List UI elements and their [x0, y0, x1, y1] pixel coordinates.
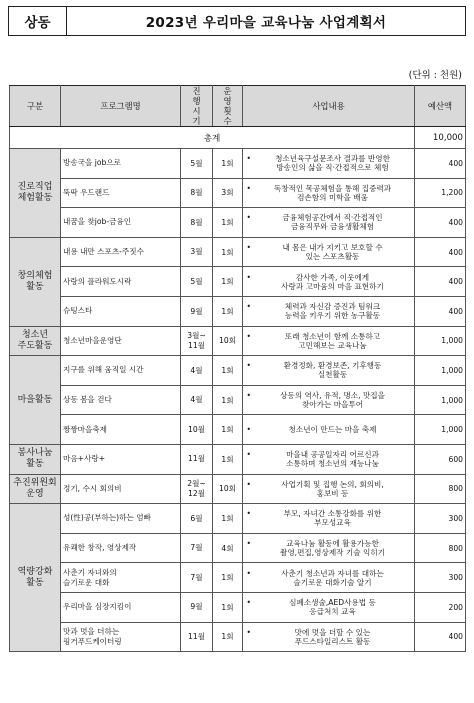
budget-cell: 200 [415, 592, 466, 622]
unit-label: (단위 : 천원) [408, 70, 462, 81]
program-name: 우리마을 심장지킴이 [61, 592, 181, 622]
content-cell [243, 622, 415, 652]
count-cell: 1회 [213, 592, 243, 622]
table-row [10, 533, 466, 563]
content-cell [243, 326, 415, 356]
content-text: 사춘기 청소년과 자녀를 대하는 슬기로운 대화기술 알기 [281, 568, 384, 587]
budget-cell: 600 [415, 444, 466, 474]
bullet-icon: • [246, 361, 251, 371]
table-row [10, 592, 466, 622]
content-text: 체력과 자신감 증진과 팀워크 능력을 키우기 위한 농구활동 [284, 302, 381, 321]
content-cell [243, 237, 415, 267]
program-name: 마음+사랑+ [61, 444, 181, 474]
document-title: 2023년 우리마을 교육나눔 사업계획서 [145, 15, 387, 31]
bullet-icon: • [246, 302, 251, 312]
count-cell: 1회 [213, 385, 243, 415]
period-cell: 8월 [181, 208, 213, 238]
bullet-icon: • [246, 450, 251, 460]
budget-cell: 800 [415, 474, 466, 504]
category-cell: 봉사나눔 활동 [10, 444, 61, 474]
table-row [10, 267, 466, 297]
table-row [10, 622, 466, 652]
content-cell [243, 504, 415, 534]
period-cell: 5월 [181, 149, 213, 179]
content-text: 감사한 가족, 이웃에게 사랑과 고마움의 마음 표현하기 [281, 272, 384, 291]
period-cell: 4월 [181, 356, 213, 386]
content-cell [243, 385, 415, 415]
table-row [10, 563, 466, 593]
budget-cell: 1,200 [415, 178, 466, 208]
table-row [10, 296, 466, 326]
content-cell [243, 208, 415, 238]
table-row [10, 149, 466, 179]
table-row [10, 385, 466, 415]
program-name: 유쾌한 창작, 영상제작 [61, 533, 181, 563]
period-cell: 3월~ 11월 [181, 326, 213, 356]
total-label: 총계 [10, 127, 415, 149]
content-text: 상동의 역사, 유적, 명소, 맛집을 찾아가는 마을투어 [280, 391, 385, 410]
content-cell [243, 563, 415, 593]
period-cell: 11월 [181, 444, 213, 474]
count-cell: 1회 [213, 622, 243, 652]
content-text: 청소년이 만드는 마을 축제 [288, 425, 377, 435]
program-name: 지구를 위해 움직일 시간 [61, 356, 181, 386]
count-cell: 1회 [213, 237, 243, 267]
table-row [10, 415, 466, 445]
region-label: 상동 [9, 7, 67, 35]
period-cell: 6월 [181, 504, 213, 534]
bullet-icon: • [246, 183, 251, 193]
table-row [10, 444, 466, 474]
count-cell: 4회 [213, 533, 243, 563]
count-cell: 3회 [213, 178, 243, 208]
count-cell: 1회 [213, 149, 243, 179]
table-body [10, 127, 466, 652]
content-cell [243, 267, 415, 297]
category-cell: 마을활동 [10, 356, 61, 445]
content-cell [243, 444, 415, 474]
period-cell: 5월 [181, 267, 213, 297]
bullet-icon: • [246, 243, 251, 253]
count-cell: 1회 [213, 504, 243, 534]
bullet-icon: • [246, 391, 251, 401]
category-cell: 창의체험 활동 [10, 237, 61, 326]
count-cell: 10회 [213, 326, 243, 356]
table-row [10, 208, 466, 238]
program-name: 짱짱마을축제 [61, 415, 181, 445]
count-cell: 1회 [213, 267, 243, 297]
budget-cell: 300 [415, 563, 466, 593]
program-name: 성(性)공(부하는)하는 엄빠 [61, 504, 181, 534]
count-cell: 1회 [213, 444, 243, 474]
header-count: 운영횟수 [213, 86, 243, 127]
content-cell [243, 149, 415, 179]
content-cell [243, 533, 415, 563]
content-cell [243, 356, 415, 386]
program-name: 상동 봄을 걷다 [61, 385, 181, 415]
program-name: 내용 내만 스포츠-주짓수 [61, 237, 181, 267]
total-budget: 10,000 [415, 127, 466, 149]
content-cell [243, 592, 415, 622]
content-text: 내 몸은 내가 지키고 보호할 수 있는 스포츠활동 [282, 243, 383, 262]
bullet-icon: • [246, 479, 251, 489]
bullet-icon: • [246, 425, 251, 435]
content-cell [243, 415, 415, 445]
content-text: 사업기획 및 집행 논의, 회의비, 홍보비 등 [281, 479, 384, 498]
content-text: 또래 청소년이 함께 소통하고 고민해보는 교육나눔 [284, 331, 381, 350]
content-text: 환경정화, 환경보존, 기후행동 실천활동 [283, 361, 382, 380]
table-header-row [10, 86, 466, 127]
header-program: 프로그램명 [61, 86, 181, 127]
budget-cell: 300 [415, 504, 466, 534]
budget-cell: 1,000 [415, 356, 466, 386]
bullet-icon: • [246, 627, 251, 637]
budget-cell: 400 [415, 149, 466, 179]
count-cell: 1회 [213, 563, 243, 593]
program-name: 정기, 수시 회의비 [61, 474, 181, 504]
category-cell: 역량강화 활동 [10, 504, 61, 652]
content-text: 마을내 공공일자리 어르신과 소통하며 청소년의 재능나눔 [286, 450, 379, 469]
period-cell: 9월 [181, 592, 213, 622]
period-cell: 3월 [181, 237, 213, 267]
count-cell: 1회 [213, 415, 243, 445]
bullet-icon: • [246, 331, 251, 341]
count-cell: 1회 [213, 356, 243, 386]
bullet-icon: • [246, 213, 251, 223]
period-cell: 2월~ 12월 [181, 474, 213, 504]
budget-cell: 400 [415, 296, 466, 326]
budget-cell: 800 [415, 533, 466, 563]
header-period: 진행시기 [181, 86, 213, 127]
program-name: 사춘기 자녀와의 슬기로운 대화 [61, 563, 181, 593]
content-text: 심폐소생술,AED사용법 등 응급처치 교육 [289, 598, 376, 617]
program-name: 청소년마을운영단 [61, 326, 181, 356]
budget-cell: 1,000 [415, 385, 466, 415]
budget-cell: 400 [415, 208, 466, 238]
period-cell: 7월 [181, 533, 213, 563]
program-name: 뚝딱 우드랜드 [61, 178, 181, 208]
program-name: 내꿈을 찾job-금융인 [61, 208, 181, 238]
budget-cell: 400 [415, 267, 466, 297]
table-row [10, 474, 466, 504]
bullet-icon: • [246, 598, 251, 608]
content-text: 부모, 자녀간 소통강화를 위한 부모성교육 [283, 509, 382, 528]
bullet-icon: • [246, 539, 251, 549]
bullet-icon: • [246, 154, 251, 164]
budget-cell: 1,000 [415, 415, 466, 445]
program-name: 사랑의 플라워도시락 [61, 267, 181, 297]
program-name: 방송국을 job으로 [61, 149, 181, 179]
content-text: 금융체험공간에서 직·간접적인 금융직무와 금융생활체험 [282, 213, 383, 232]
total-row [10, 127, 466, 149]
count-cell: 1회 [213, 296, 243, 326]
count-cell: 1회 [213, 208, 243, 238]
content-cell [243, 296, 415, 326]
period-cell: 7월 [181, 563, 213, 593]
header-content: 사업내용 [243, 86, 415, 127]
bullet-icon: • [246, 568, 251, 578]
bullet-icon: • [246, 272, 251, 282]
budget-cell: 1,000 [415, 326, 466, 356]
period-cell: 10월 [181, 415, 213, 445]
header-budget: 예산액 [415, 86, 466, 127]
content-cell [243, 474, 415, 504]
count-cell: 10회 [213, 474, 243, 504]
period-cell: 11월 [181, 622, 213, 652]
table-row [10, 356, 466, 386]
plan-table [9, 85, 466, 652]
table-row [10, 237, 466, 267]
period-cell: 4월 [181, 385, 213, 415]
budget-cell: 400 [415, 622, 466, 652]
period-cell: 9월 [181, 296, 213, 326]
content-text: 맛에 멋을 더할 수 있는 푸드스타일리스트 활동 [294, 627, 371, 646]
content-cell [243, 178, 415, 208]
program-name: 슈팅스타 [61, 296, 181, 326]
bullet-icon: • [246, 509, 251, 519]
content-text: 독창적인 목공체험을 통해 집중력과 검손함의 미학을 배움 [273, 183, 392, 202]
category-cell: 청소년 주도활동 [10, 326, 61, 356]
table-row [10, 504, 466, 534]
header-category: 구분 [10, 86, 61, 127]
category-cell: 진로직업 체험활동 [10, 149, 61, 238]
content-text: 청소년육구설문조사 결과를 반영한 방송인의 삶을 직·간접적으로 체험 [275, 154, 390, 173]
program-name: 맛과 멋을 더하는 핑거푸드케이터링 [61, 622, 181, 652]
table-row [10, 178, 466, 208]
category-cell: 추진위원회 운영 [10, 474, 61, 504]
table-row [10, 326, 466, 356]
period-cell: 8월 [181, 178, 213, 208]
title-box [8, 6, 466, 36]
budget-cell: 400 [415, 237, 466, 267]
content-text: 교육나눔 활동에 활용가능한 촬영,편집,영상제작 기술 익히기 [279, 539, 386, 558]
